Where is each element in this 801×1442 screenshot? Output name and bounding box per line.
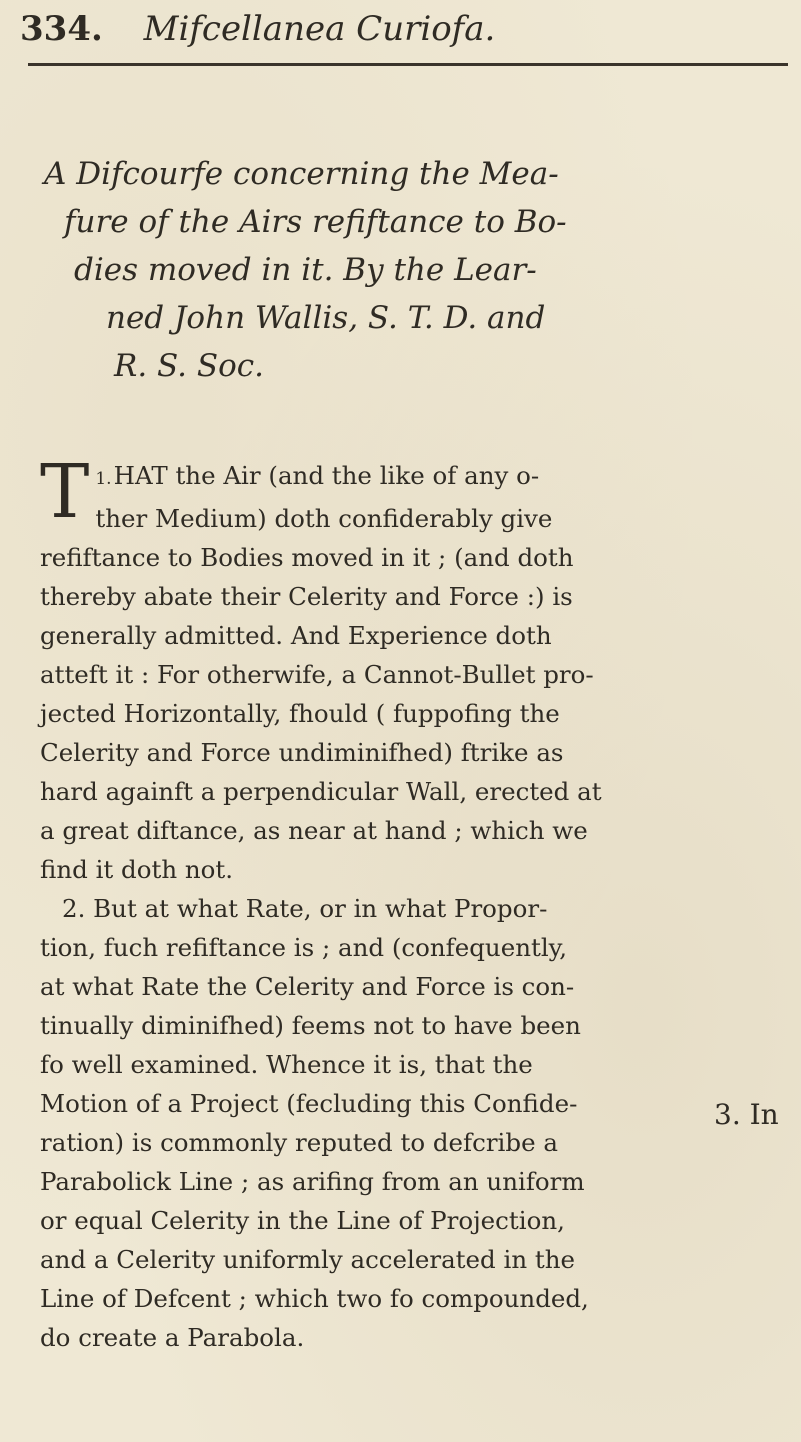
text-line: hard againft a perpendicular Wall, erected at [40,777,602,806]
text-line: or equal Celerity in the Line of Projection, [40,1206,565,1235]
text-line: ther Medium) doth confiderably give [95,504,553,533]
text-line: generally admitted. And Experience doth [40,621,552,650]
text-line: Parabolick Line ; as arifing from an uniform [40,1167,585,1196]
text-line: fo well examined. Whence it is, that the [40,1050,533,1079]
text-line: tion, fuch refiftance is ; and (confequently, [40,933,568,962]
running-head [20,4,780,54]
heading-line: R. S. Soc. [114,348,265,384]
text-line: Celerity and Force undiminifhed) ftrike as [40,738,564,767]
text-line-content: HAT the Air (and the like of any o- [113,461,540,490]
article-heading [44,150,764,390]
text-line: a great diftance, as near at hand ; which we [40,816,588,845]
text-line: refiftance to Bodies moved in it ; (and doth [40,543,574,572]
paragraph-number: 1. [95,469,112,489]
heading-line: fure of the Airs refiftance to Bo- [64,204,567,240]
paragraph-1 [40,449,775,889]
text-line: ration) is commonly reputed to defcribe a [40,1128,558,1157]
text-line: tinually diminifhed) feems not to have been [40,1011,581,1040]
text-line: and a Celerity uniformly accelerated in the [40,1245,576,1274]
text-line: at what Rate the Celerity and Force is con- [40,972,575,1001]
text-line: Line of Defcent ; which two fo compounded, [40,1284,589,1313]
text-line: thereby abate their Celerity and Force :) is [40,582,573,611]
text-line: find it doth not. [40,855,234,884]
catchword: 3. In [714,1098,779,1131]
header-rule [28,63,788,66]
heading-line: ned John Wallis, S. T. D. and [106,300,546,336]
page-number: 334. [20,9,103,49]
text-line: do create a Parabola. [40,1323,305,1352]
text-line: jected Horizontally, fhould ( fuppofing the [40,699,560,728]
text-line: 2. But at what Rate, or in what Propor- [62,894,548,923]
text-line: Motion of a Project (fecluding this Confide- [40,1089,578,1118]
body-text [40,449,775,1357]
drop-cap: T [40,449,90,535]
text-line: atteft it : For otherwife, a Cannot-Bullet pro- [40,660,594,689]
running-title: Mifcellanea Curiofa. [143,9,496,49]
paragraph-2 [40,889,775,1357]
heading-line: A Difcourfe concerning the Mea- [44,156,559,192]
heading-line: dies moved in it. By the Lear- [74,252,537,288]
